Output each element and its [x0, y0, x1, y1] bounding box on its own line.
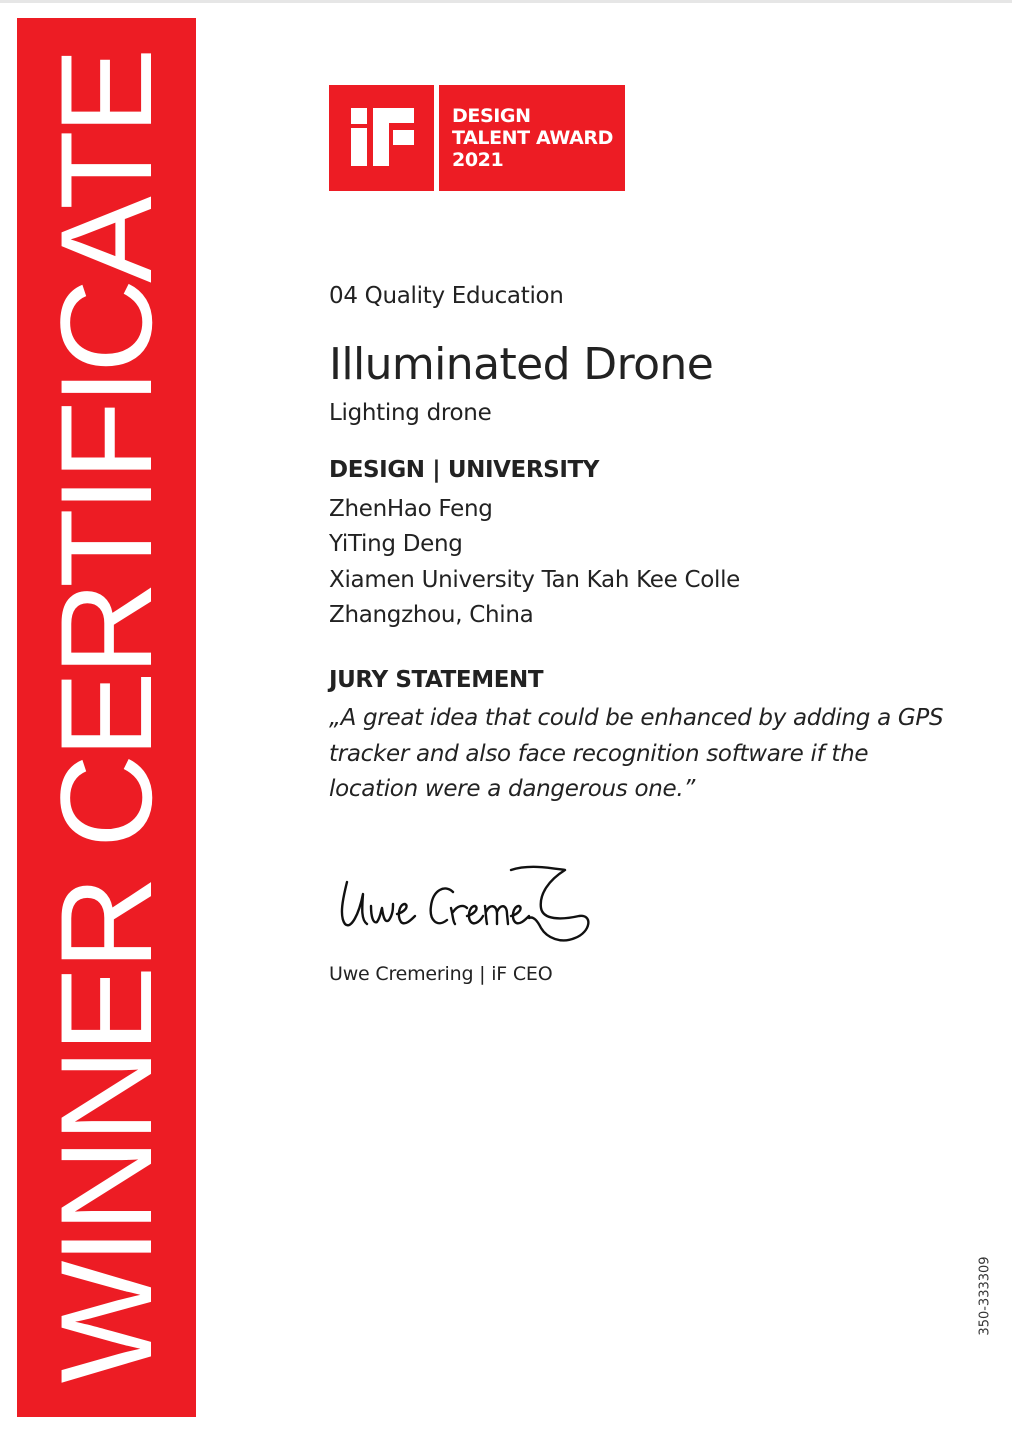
jury-statement-line-3: location were a dangerous one.” [329, 776, 696, 802]
designer-name-2: YiTing Deng [329, 531, 463, 557]
project-title: Illuminated Drone [329, 339, 714, 390]
designer-heading: DESIGN | UNIVERSITY [329, 457, 600, 483]
top-divider [0, 0, 1012, 3]
jury-heading: JURY STATEMENT [329, 667, 544, 693]
jury-statement-line-2: tracker and also face recognition software if the [329, 741, 869, 767]
if-logo-icon [329, 85, 434, 191]
award-name-box [439, 85, 625, 191]
designer-university: Xiamen University Tan Kah Kee Colle [329, 567, 741, 593]
if-logo [329, 85, 434, 191]
award-line-design: DESIGN [452, 105, 531, 127]
award-line-talent-award: TALENT AWARD [452, 127, 614, 149]
designer-name-1: ZhenHao Feng [329, 496, 493, 522]
award-line-year: 2021 [452, 149, 504, 171]
jury-statement-line-1: „A great idea that could be enhanced by adding a GPS [329, 705, 944, 731]
category-label: 04 Quality Education [329, 283, 564, 309]
designer-location: Zhangzhou, China [329, 602, 534, 628]
project-subtitle: Lighting drone [329, 400, 492, 426]
ceo-signature [335, 858, 595, 953]
certificate-id: 350-333309 [977, 1256, 993, 1336]
signer-caption: Uwe Cremering | iF CEO [329, 963, 553, 985]
winner-certificate-title: WINNER CERTIFICATE [33, 51, 179, 1384]
winner-band [17, 18, 196, 1417]
